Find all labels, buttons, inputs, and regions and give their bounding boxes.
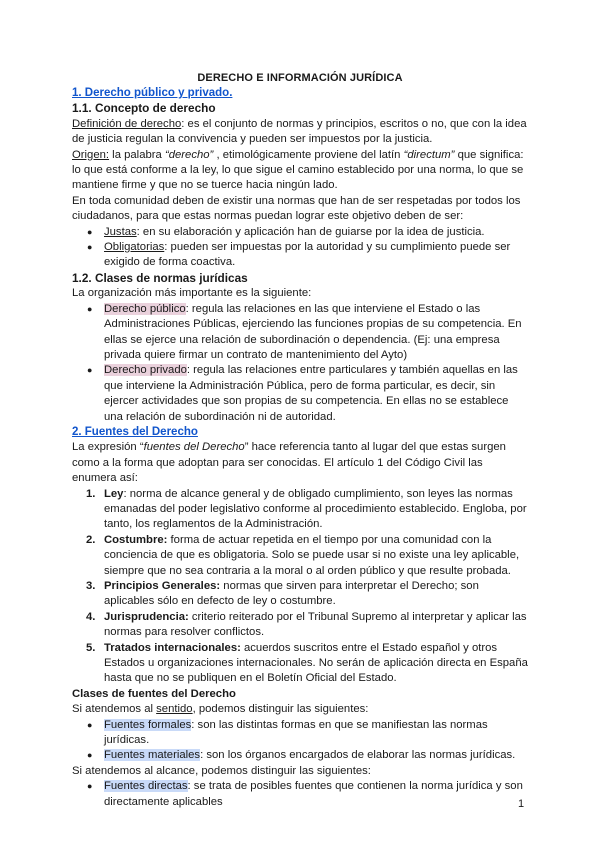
list-item [104, 225, 528, 240]
list-item [104, 718, 528, 749]
sentido-text-b: , podemos distinguir las siguientes: [192, 703, 369, 716]
list-item [104, 779, 528, 810]
list-item-text: forma de actuar repetida en el tiempo por una comunidad con la conciencia de que es obligatoria. Solo se puede usar si no existe una ley aplicable, siempre que no sea contraria a la moral o al orden público y que resulte probada. [104, 533, 520, 577]
section-1-1-heading: 1.1. Concepto de derecho [72, 101, 216, 116]
list-item-text: : regula las relaciones entre particulares y también aquellas en las que interviene la Administración Pública, pero de forma particular, es decir, sin ejercer actividades que son propias de su competencia. En ellas no se establece una relación de subordinación ni de autoridad. [104, 364, 518, 423]
list-item-text: : son las distintas formas en que se manifiestan las normas jurídicas. [104, 718, 488, 747]
sources-intro-b: ” hace referencia tanto al lugar del que estas surgen como a la forma que adoptan para ser conocidas. El artículo 1 del Código Civil las enumera así: [72, 441, 506, 485]
document-title: DERECHO E INFORMACIÓN JURÍDICA [197, 72, 403, 84]
origin-text-b: , etimológicamente proviene del latín [213, 148, 404, 161]
list-item-term: Principios Generales: [104, 580, 221, 592]
list-item-number: 5. [86, 641, 96, 654]
origin-label: Origen: [72, 148, 110, 161]
alcance-paragraph: Si atendemos al alcance, podemos distinguir las siguientes: [72, 764, 371, 777]
list-item [86, 487, 528, 533]
list-item-number: 3. [86, 580, 96, 592]
sources-intro-a: La expresión “ [72, 441, 144, 454]
sentido-text-a: Si atendemos al [72, 703, 157, 716]
origin-text-a: la palabra [109, 148, 165, 161]
section-2-heading[interactable]: 2. Fuentes del Derecho [72, 425, 198, 438]
page-number: 1 [518, 798, 525, 810]
list-item-number: 1. [86, 487, 96, 500]
definition-label: Definición de derecho [72, 117, 182, 130]
origin-word-derecho: “derecho” [164, 148, 214, 161]
list-item-term: Derecho público [104, 302, 186, 315]
source-classes-heading: Clases de fuentes del Derecho [72, 687, 236, 700]
classes-intro: La organización más importante es la siguiente: [72, 287, 312, 300]
section-1-heading[interactable]: 1. Derecho público y privado. [72, 87, 233, 99]
list-item-text: : regula las relaciones en las que interviene el Estado o las Administraciones Públicas, ejerciendo las funciones propias de su competencia. En ellas se ejerce una relación de subordinación o dependencia. (Ej: una empresa privada quiere firmar un contrato de mantenimiento del Ayto) [104, 302, 522, 361]
list-item-text: : norma de alcance general y de obligado cumplimiento, son leyes las normas emanadas del poder legislativo conforme al procedimiento establecido. Engloba, por tanto, los reglamentos de la Administración. [104, 487, 527, 531]
list-item-number: 2. [86, 533, 96, 546]
origin-word-directum: “directum” [403, 148, 455, 161]
alcance-list [72, 779, 528, 810]
list-item-term: Fuentes directas [104, 780, 188, 793]
norm-requirements-list [72, 225, 528, 271]
list-item-text: criterio reiterado por el Tribunal Supremo al interpretar y aplicar las normas para resolver conflictos. [104, 610, 527, 639]
list-item-term: Fuentes materiales [104, 749, 201, 762]
list-item-term: Obligatorias [104, 241, 165, 254]
sources-intro [72, 440, 528, 486]
list-item-term: Justas [104, 225, 137, 238]
section-1-2-heading: 1.2. Clases de normas jurídicas [72, 270, 248, 285]
list-item-text: : en su elaboración y aplicación han de guiarse por la idea de justicia. [136, 225, 485, 238]
list-item-text: : se trata de posibles fuentes que contienen la norma jurídica y son directamente aplicables [104, 780, 523, 808]
definition-text: : es el conjunto de normas y principios, escritos o no, que con la idea de justicia regulan la convivencia y pueden ser impuestos por la justicia. [72, 117, 527, 146]
sources-intro-term: fuentes del Derecho [143, 441, 245, 454]
list-item [86, 533, 528, 579]
document-page [72, 71, 528, 810]
list-item-text: : son los órganos encargados de elaborar las normas jurídicas. [200, 749, 516, 762]
origin-paragraph [72, 148, 528, 194]
community-paragraph: En toda comunidad deben de existir una normas que han de ser respetadas por todos los ciudadanos, para que estas normas puedan lograr este objetivo deben de ser: [72, 194, 521, 223]
list-item [104, 363, 528, 425]
list-item-text: : pueden ser impuestas por la autoridad y su cumplimiento puede ser exigido de forma coactiva. [104, 241, 511, 269]
origin-text-c: que significa: lo que está conforme a la ley, lo que sigue el camino establecido por una norma, lo que se mantiene firme y que no se tuerce hacia ningún lado. [72, 148, 524, 192]
list-item [104, 748, 528, 763]
list-item-number: 4. [86, 610, 96, 623]
list-item-text: acuerdos suscritos entre el Estado español y otros Estados u organizaciones internacionales. No serán de aplicación directa en España hasta que no se publiquen en el Boletín Oficial del Estado. [104, 641, 528, 685]
definition-paragraph [72, 117, 528, 148]
list-item-term: Tratados internacionales: [104, 641, 241, 654]
sentido-paragraph [72, 702, 528, 717]
list-item-term: Ley [104, 487, 124, 500]
sources-list [72, 487, 528, 687]
list-item [104, 302, 528, 364]
list-item-term: Derecho privado [104, 364, 187, 377]
sentido-list [72, 718, 528, 764]
list-item-text: normas que sirven para interpretar el Derecho; son aplicables sólo en defecto de ley o costumbre. [104, 580, 479, 608]
list-item-term: Jurisprudencia: [104, 610, 189, 623]
list-item-term: Fuentes formales [104, 718, 192, 731]
list-item [86, 610, 528, 641]
list-item-term: Costumbre: [104, 533, 168, 546]
list-item [104, 240, 528, 271]
list-item [86, 641, 528, 687]
norm-classes-list [72, 302, 528, 425]
sentido-term: sentido [156, 703, 193, 716]
list-item [86, 579, 528, 610]
